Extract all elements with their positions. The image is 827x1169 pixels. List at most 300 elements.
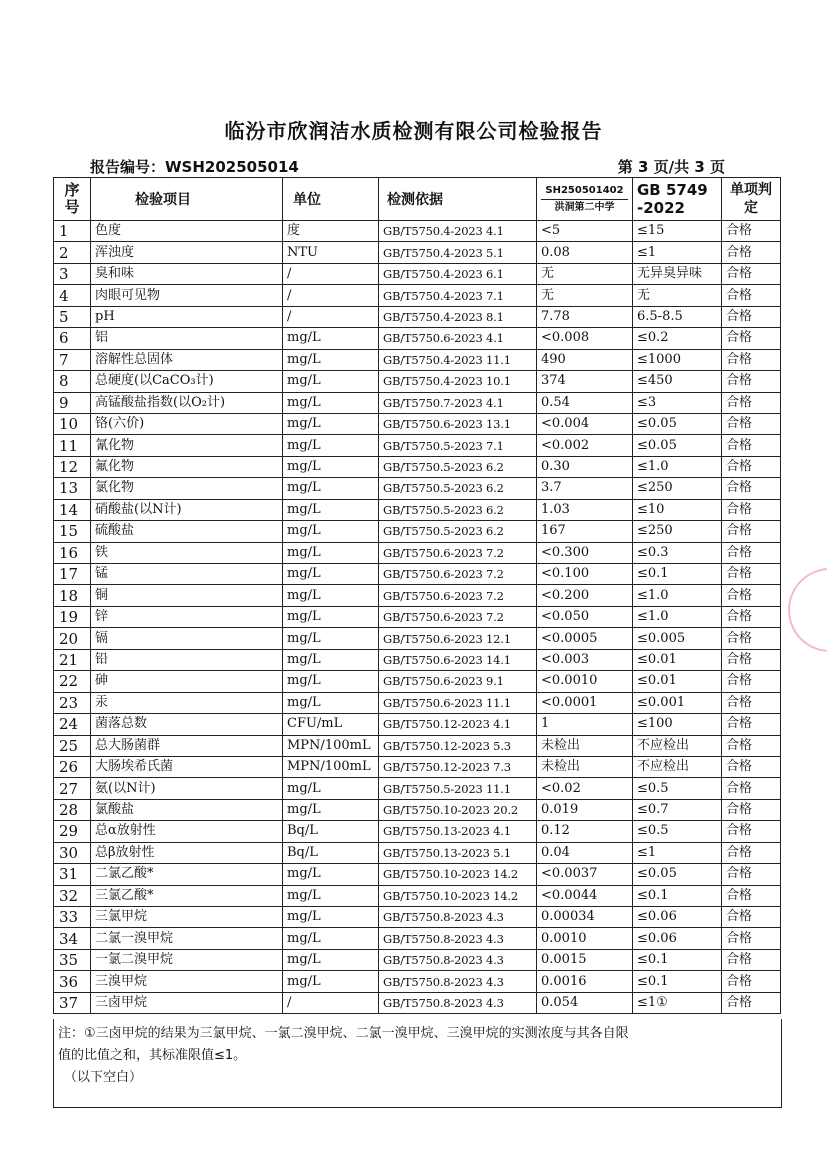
table-row [54, 478, 781, 499]
cell-method: GB/T5750.6-2023 9.1 [379, 671, 537, 692]
cell-item: 总α放射性 [91, 821, 283, 842]
cell-limit: ≤0.06 [633, 928, 722, 949]
cell-result: <5 [537, 221, 633, 242]
cell-method: GB/T5750.6-2023 7.2 [379, 585, 537, 606]
cell-method: GB/T5750.12-2023 5.3 [379, 735, 537, 756]
results-table [53, 177, 781, 1014]
cell-item: 氯酸盐 [91, 799, 283, 820]
cell-judge: 合格 [722, 907, 781, 928]
cell-method: GB/T5750.10-2023 20.2 [379, 799, 537, 820]
cell-seq: 15 [54, 521, 91, 542]
cell-limit: ≤0.1 [633, 971, 722, 992]
cell-limit: ≤0.3 [633, 542, 722, 563]
table-row [54, 542, 781, 563]
cell-method: GB/T5750.8-2023 4.3 [379, 992, 537, 1013]
cell-result: 490 [537, 349, 633, 370]
cell-seq: 4 [54, 285, 91, 306]
cell-limit: ≤250 [633, 478, 722, 499]
cell-item: 铅 [91, 649, 283, 670]
cell-unit: mg/L [283, 499, 379, 520]
cell-method: GB/T5750.6-2023 4.1 [379, 328, 537, 349]
cell-judge: 合格 [722, 821, 781, 842]
table-row [54, 521, 781, 542]
cell-judge: 合格 [722, 542, 781, 563]
cell-seq: 25 [54, 735, 91, 756]
cell-result: <0.02 [537, 778, 633, 799]
cell-judge: 合格 [722, 971, 781, 992]
cell-seq: 17 [54, 564, 91, 585]
cell-judge: 合格 [722, 371, 781, 392]
cell-seq: 13 [54, 478, 91, 499]
cell-seq: 3 [54, 263, 91, 284]
cell-item: 锌 [91, 606, 283, 627]
footnote [53, 1019, 782, 1108]
footnote-line-1: 注：①三卤甲烷的结果为三氯甲烷、一氯二溴甲烷、二氯一溴甲烷、三溴甲烷的实测浓度与其各自限 [58, 1026, 629, 1041]
cell-result: 0.54 [537, 392, 633, 413]
cell-item: 氟化物 [91, 456, 283, 477]
cell-method: GB/T5750.4-2023 11.1 [379, 349, 537, 370]
footnote-line-2: 值的比值之和，其标准限值≤1。 [58, 1048, 247, 1063]
cell-limit: ≤100 [633, 714, 722, 735]
cell-limit: ≤3 [633, 392, 722, 413]
table-row [54, 649, 781, 670]
cell-limit: 不应检出 [633, 735, 722, 756]
table-row [54, 842, 781, 863]
cell-result: <0.050 [537, 606, 633, 627]
cell-limit: ≤1① [633, 992, 722, 1013]
cell-judge: 合格 [722, 756, 781, 777]
cell-unit: mg/L [283, 371, 379, 392]
cell-judge: 合格 [722, 928, 781, 949]
cell-unit: mg/L [283, 564, 379, 585]
cell-limit: ≤0.005 [633, 628, 722, 649]
cell-judge: 合格 [722, 885, 781, 906]
cell-unit: mg/L [283, 649, 379, 670]
cell-method: GB/T5750.5-2023 7.1 [379, 435, 537, 456]
cell-seq: 9 [54, 392, 91, 413]
cell-judge: 合格 [722, 306, 781, 327]
cell-judge: 合格 [722, 628, 781, 649]
cell-seq: 5 [54, 306, 91, 327]
table-row [54, 907, 781, 928]
cell-unit: mg/L [283, 971, 379, 992]
cell-item: 一氯二溴甲烷 [91, 949, 283, 970]
cell-unit: mg/L [283, 778, 379, 799]
cell-limit: 无异臭异味 [633, 263, 722, 284]
cell-judge: 合格 [722, 435, 781, 456]
cell-seq: 1 [54, 221, 91, 242]
seal-stamp [788, 568, 827, 652]
cell-judge: 合格 [722, 842, 781, 863]
cell-result: 0.30 [537, 456, 633, 477]
cell-judge: 合格 [722, 221, 781, 242]
cell-judge: 合格 [722, 456, 781, 477]
cell-unit: mg/L [283, 478, 379, 499]
table-row [54, 413, 781, 434]
cell-judge: 合格 [722, 606, 781, 627]
cell-result: 0.04 [537, 842, 633, 863]
table-row [54, 435, 781, 456]
cell-unit: / [283, 285, 379, 306]
cell-method: GB/T5750.13-2023 4.1 [379, 821, 537, 842]
cell-limit: ≤0.1 [633, 885, 722, 906]
cell-item: 总大肠菌群 [91, 735, 283, 756]
cell-method: GB/T5750.5-2023 6.2 [379, 521, 537, 542]
cell-result: <0.0005 [537, 628, 633, 649]
cell-item: 总硬度(以CaCO₃计) [91, 371, 283, 392]
cell-method: GB/T5750.6-2023 13.1 [379, 413, 537, 434]
report-title: 临汾市欣润洁水质检测有限公司检验报告 [224, 119, 603, 143]
cell-item: 三氯甲烷 [91, 907, 283, 928]
table-row [54, 821, 781, 842]
cell-unit: 度 [283, 221, 379, 242]
cell-judge: 合格 [722, 349, 781, 370]
header-seq: 序号 [54, 178, 91, 221]
cell-item: 二氯一溴甲烷 [91, 928, 283, 949]
cell-method: GB/T5750.6-2023 14.1 [379, 649, 537, 670]
cell-method: GB/T5750.4-2023 6.1 [379, 263, 537, 284]
table-row [54, 606, 781, 627]
cell-limit: ≤0.2 [633, 328, 722, 349]
cell-seq: 2 [54, 242, 91, 263]
cell-seq: 12 [54, 456, 91, 477]
cell-item: 臭和味 [91, 263, 283, 284]
cell-item: 铁 [91, 542, 283, 563]
cell-judge: 合格 [722, 692, 781, 713]
cell-seq: 35 [54, 949, 91, 970]
cell-item: 色度 [91, 221, 283, 242]
cell-item: 铜 [91, 585, 283, 606]
table-row [54, 499, 781, 520]
cell-unit: mg/L [283, 392, 379, 413]
cell-unit: mg/L [283, 628, 379, 649]
table-row [54, 306, 781, 327]
cell-method: GB/T5750.10-2023 14.2 [379, 885, 537, 906]
table-row [54, 585, 781, 606]
cell-unit: mg/L [283, 413, 379, 434]
cell-seq: 30 [54, 842, 91, 863]
cell-result: <0.003 [537, 649, 633, 670]
header-method: 检测依据 [379, 178, 537, 221]
cell-method: GB/T5750.5-2023 6.2 [379, 456, 537, 477]
cell-unit: mg/L [283, 692, 379, 713]
cell-judge: 合格 [722, 478, 781, 499]
cell-result: <0.0001 [537, 692, 633, 713]
cell-method: GB/T5750.12-2023 4.1 [379, 714, 537, 735]
cell-limit: 无 [633, 285, 722, 306]
cell-seq: 28 [54, 799, 91, 820]
cell-judge: 合格 [722, 778, 781, 799]
cell-seq: 32 [54, 885, 91, 906]
cell-method: GB/T5750.6-2023 7.2 [379, 564, 537, 585]
cell-seq: 22 [54, 671, 91, 692]
cell-result: <0.002 [537, 435, 633, 456]
table-row [54, 992, 781, 1013]
cell-limit: ≤0.06 [633, 907, 722, 928]
cell-result: 374 [537, 371, 633, 392]
cell-unit: MPN/100mL [283, 756, 379, 777]
cell-method: GB/T5750.8-2023 4.3 [379, 971, 537, 992]
cell-result: <0.008 [537, 328, 633, 349]
cell-method: GB/T5750.4-2023 10.1 [379, 371, 537, 392]
cell-item: 二氯乙酸* [91, 864, 283, 885]
cell-seq: 14 [54, 499, 91, 520]
cell-result: 0.054 [537, 992, 633, 1013]
cell-result: <0.0037 [537, 864, 633, 885]
cell-limit: ≤450 [633, 371, 722, 392]
cell-unit: mg/L [283, 864, 379, 885]
cell-judge: 合格 [722, 949, 781, 970]
cell-seq: 27 [54, 778, 91, 799]
header-sample [537, 178, 633, 221]
cell-limit: ≤0.1 [633, 949, 722, 970]
table-row [54, 692, 781, 713]
cell-result: 0.0010 [537, 928, 633, 949]
cell-method: GB/T5750.6-2023 7.2 [379, 542, 537, 563]
report-number: 报告编号：WSH202505014 [90, 158, 299, 176]
cell-limit: ≤1 [633, 842, 722, 863]
cell-result: 7.78 [537, 306, 633, 327]
table-row [54, 242, 781, 263]
cell-method: GB/T5750.5-2023 11.1 [379, 778, 537, 799]
cell-unit: MPN/100mL [283, 735, 379, 756]
cell-method: GB/T5750.6-2023 7.2 [379, 606, 537, 627]
cell-result: <0.0010 [537, 671, 633, 692]
cell-limit: 6.5-8.5 [633, 306, 722, 327]
cell-unit: mg/L [283, 585, 379, 606]
cell-seq: 10 [54, 413, 91, 434]
cell-item: 汞 [91, 692, 283, 713]
cell-result: 0.0016 [537, 971, 633, 992]
cell-seq: 26 [54, 756, 91, 777]
cell-seq: 16 [54, 542, 91, 563]
cell-item: 氯化物 [91, 478, 283, 499]
cell-unit: CFU/mL [283, 714, 379, 735]
cell-unit: mg/L [283, 885, 379, 906]
cell-method: GB/T5750.8-2023 4.3 [379, 907, 537, 928]
cell-unit: mg/L [283, 456, 379, 477]
cell-seq: 29 [54, 821, 91, 842]
cell-result: 0.019 [537, 799, 633, 820]
cell-seq: 11 [54, 435, 91, 456]
table-row [54, 756, 781, 777]
cell-result: 0.08 [537, 242, 633, 263]
cell-seq: 7 [54, 349, 91, 370]
cell-item: 锰 [91, 564, 283, 585]
table-row [54, 392, 781, 413]
cell-method: GB/T5750.4-2023 8.1 [379, 306, 537, 327]
cell-result: 无 [537, 285, 633, 306]
header-standard: GB 5749 -2022 [633, 178, 722, 221]
cell-seq: 31 [54, 864, 91, 885]
cell-item: 氰化物 [91, 435, 283, 456]
cell-method: GB/T5750.6-2023 11.1 [379, 692, 537, 713]
table-row [54, 885, 781, 906]
cell-item: 硝酸盐(以N计) [91, 499, 283, 520]
cell-unit: / [283, 306, 379, 327]
cell-method: GB/T5750.6-2023 12.1 [379, 628, 537, 649]
cell-result: 0.00034 [537, 907, 633, 928]
cell-judge: 合格 [722, 799, 781, 820]
table-row [54, 735, 781, 756]
cell-limit: ≤1000 [633, 349, 722, 370]
table-row [54, 928, 781, 949]
cell-judge: 合格 [722, 499, 781, 520]
cell-unit: Bq/L [283, 842, 379, 863]
table-row [54, 285, 781, 306]
cell-unit: mg/L [283, 907, 379, 928]
cell-result: 未检出 [537, 735, 633, 756]
cell-seq: 8 [54, 371, 91, 392]
cell-limit: 不应检出 [633, 756, 722, 777]
cell-limit: ≤0.05 [633, 435, 722, 456]
page-info: 第 3 页/共 3 页 [617, 158, 725, 176]
cell-unit: mg/L [283, 606, 379, 627]
cell-limit: ≤1 [633, 242, 722, 263]
cell-result: <0.300 [537, 542, 633, 563]
cell-method: GB/T5750.8-2023 4.3 [379, 928, 537, 949]
cell-item: 铝 [91, 328, 283, 349]
header-judge: 单项判定 [722, 178, 781, 221]
header-row [54, 178, 781, 221]
cell-unit: mg/L [283, 542, 379, 563]
cell-seq: 21 [54, 649, 91, 670]
table-row [54, 628, 781, 649]
cell-result: 0.0015 [537, 949, 633, 970]
cell-limit: ≤0.5 [633, 778, 722, 799]
cell-item: 镉 [91, 628, 283, 649]
cell-limit: ≤0.1 [633, 564, 722, 585]
cell-method: GB/T5750.5-2023 6.2 [379, 499, 537, 520]
cell-result: 1 [537, 714, 633, 735]
cell-seq: 19 [54, 606, 91, 627]
cell-judge: 合格 [722, 285, 781, 306]
table-row [54, 564, 781, 585]
cell-item: 浑浊度 [91, 242, 283, 263]
cell-limit: ≤0.7 [633, 799, 722, 820]
cell-unit: mg/L [283, 949, 379, 970]
table-row [54, 864, 781, 885]
cell-seq: 33 [54, 907, 91, 928]
cell-result: 1.03 [537, 499, 633, 520]
cell-unit: mg/L [283, 799, 379, 820]
cell-item: 硫酸盐 [91, 521, 283, 542]
cell-item: 大肠埃希氏菌 [91, 756, 283, 777]
cell-method: GB/T5750.4-2023 4.1 [379, 221, 537, 242]
cell-seq: 18 [54, 585, 91, 606]
cell-seq: 6 [54, 328, 91, 349]
cell-method: GB/T5750.13-2023 5.1 [379, 842, 537, 863]
cell-judge: 合格 [722, 242, 781, 263]
cell-unit: mg/L [283, 349, 379, 370]
cell-seq: 36 [54, 971, 91, 992]
cell-method: GB/T5750.10-2023 14.2 [379, 864, 537, 885]
table-row [54, 328, 781, 349]
cell-result: 无 [537, 263, 633, 284]
cell-judge: 合格 [722, 564, 781, 585]
table-row [54, 971, 781, 992]
cell-method: GB/T5750.12-2023 7.3 [379, 756, 537, 777]
cell-result: 未检出 [537, 756, 633, 777]
cell-unit: mg/L [283, 928, 379, 949]
table-row [54, 778, 781, 799]
cell-limit: ≤0.01 [633, 671, 722, 692]
cell-seq: 24 [54, 714, 91, 735]
cell-item: 总β放射性 [91, 842, 283, 863]
cell-limit: ≤1.0 [633, 585, 722, 606]
cell-method: GB/T5750.7-2023 4.1 [379, 392, 537, 413]
cell-judge: 合格 [722, 392, 781, 413]
cell-limit: ≤15 [633, 221, 722, 242]
table-row [54, 263, 781, 284]
cell-unit: Bq/L [283, 821, 379, 842]
cell-judge: 合格 [722, 585, 781, 606]
cell-limit: ≤0.05 [633, 864, 722, 885]
cell-unit: mg/L [283, 435, 379, 456]
cell-seq: 20 [54, 628, 91, 649]
table-row [54, 799, 781, 820]
cell-limit: ≤0.05 [633, 413, 722, 434]
cell-item: 溶解性总固体 [91, 349, 283, 370]
cell-item: 高锰酸盐指数(以O₂计) [91, 392, 283, 413]
cell-unit: / [283, 992, 379, 1013]
table-row [54, 456, 781, 477]
cell-judge: 合格 [722, 992, 781, 1013]
cell-judge: 合格 [722, 521, 781, 542]
cell-item: 菌落总数 [91, 714, 283, 735]
cell-judge: 合格 [722, 649, 781, 670]
cell-item: 氨(以N计) [91, 778, 283, 799]
cell-unit: / [283, 263, 379, 284]
cell-limit: ≤0.01 [633, 649, 722, 670]
header-item: 检验项目 [91, 178, 283, 221]
table-row [54, 349, 781, 370]
cell-unit: mg/L [283, 521, 379, 542]
cell-seq: 37 [54, 992, 91, 1013]
cell-judge: 合格 [722, 328, 781, 349]
cell-item: 肉眼可见物 [91, 285, 283, 306]
table-row [54, 671, 781, 692]
cell-method: GB/T5750.4-2023 5.1 [379, 242, 537, 263]
cell-judge: 合格 [722, 735, 781, 756]
table-row [54, 221, 781, 242]
cell-result: <0.200 [537, 585, 633, 606]
cell-method: GB/T5750.4-2023 7.1 [379, 285, 537, 306]
cell-result: 0.12 [537, 821, 633, 842]
cell-seq: 23 [54, 692, 91, 713]
cell-judge: 合格 [722, 263, 781, 284]
cell-limit: ≤1.0 [633, 456, 722, 477]
cell-judge: 合格 [722, 864, 781, 885]
cell-item: 三溴甲烷 [91, 971, 283, 992]
cell-method: GB/T5750.5-2023 6.2 [379, 478, 537, 499]
header-sample-id: SH250501402 [545, 184, 624, 196]
cell-item: 砷 [91, 671, 283, 692]
cell-item: 铬(六价) [91, 413, 283, 434]
cell-result: <0.004 [537, 413, 633, 434]
cell-limit: ≤0.001 [633, 692, 722, 713]
cell-judge: 合格 [722, 671, 781, 692]
cell-result: 3.7 [537, 478, 633, 499]
header-sample-name: 洪洞第二中学 [541, 199, 628, 216]
cell-limit: ≤10 [633, 499, 722, 520]
cell-item: 三卤甲烷 [91, 992, 283, 1013]
header-unit: 单位 [283, 178, 379, 221]
footnote-blank: （以下空白） [64, 1070, 143, 1085]
cell-unit: mg/L [283, 671, 379, 692]
cell-item: 三氯乙酸* [91, 885, 283, 906]
cell-seq: 34 [54, 928, 91, 949]
